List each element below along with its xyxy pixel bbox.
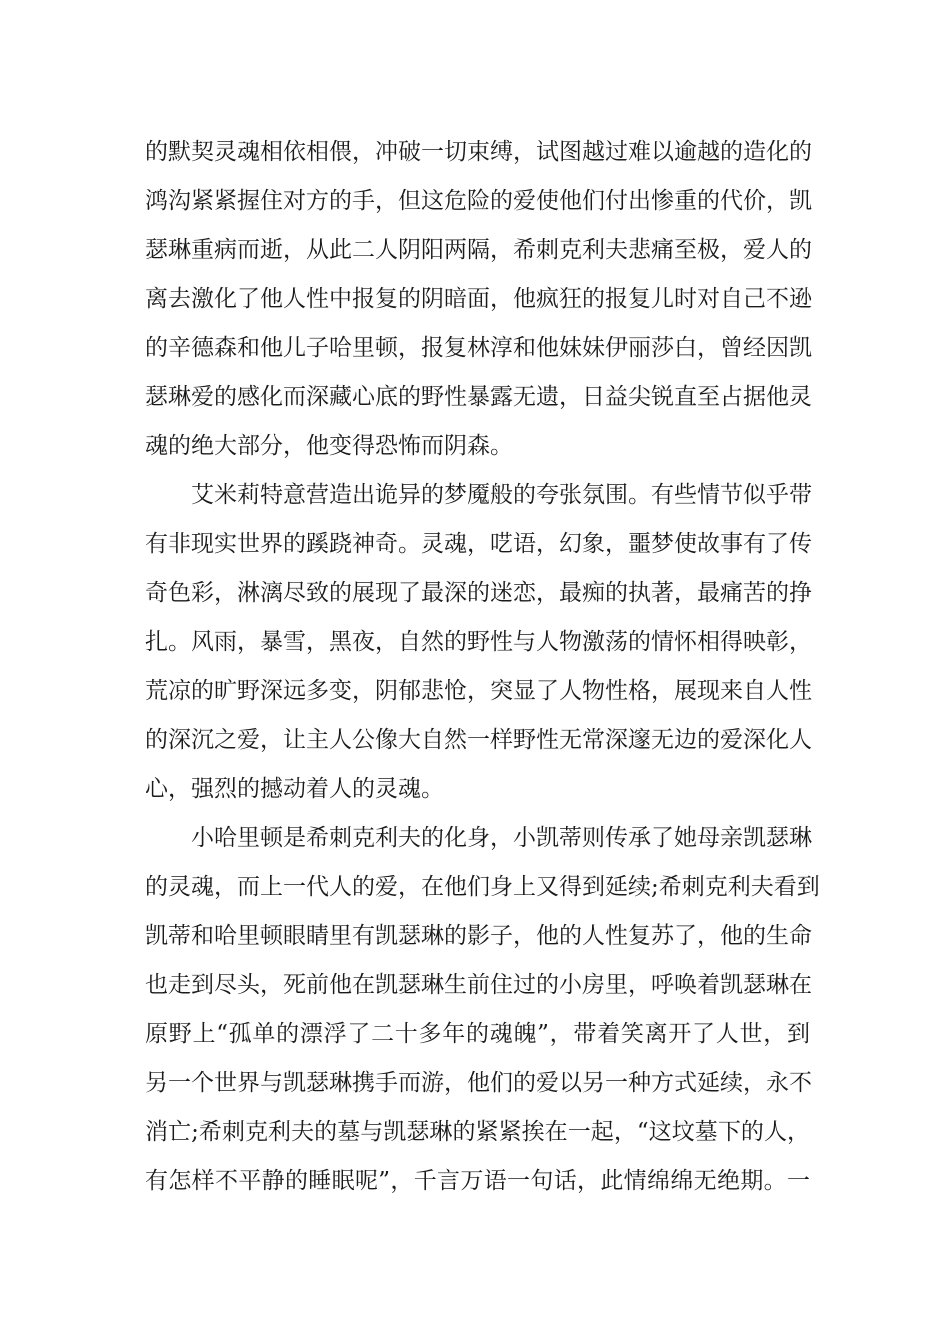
text-line: 也走到尽头，死前他在凯瑟琳生前住过的小房里，呼唤着凯瑟琳在 [145, 972, 812, 998]
text-line: 有怎样不平静的睡眠呢”，千言万语一句话，此情绵绵无绝期。一 [145, 1168, 810, 1194]
text-line: 原野上“孤单的漂浮了二十多年的魂魄”，带着笑离开了人世，到 [145, 1021, 810, 1047]
text-line: 的默契灵魂相依相偎，冲破一切束缚，试图越过难以逾越的造化的 [145, 139, 812, 165]
text-line: 的辛德森和他儿子哈里顿，报复林淳和他妹妹伊丽莎白，曾经因凯 [145, 335, 812, 361]
text-line: 另一个世界与凯瑟琳携手而游，他们的爱以另一种方式延续，永不 [145, 1070, 812, 1096]
paragraph-3 [145, 814, 820, 1206]
text-line: 有非现实世界的蹊跷神奇。灵魂，呓语，幻象，噩梦使故事有了传 [145, 531, 812, 557]
text-line: 瑟琳爱的感化而深藏心底的野性暴露无遗，日益尖锐直至占据他灵 [145, 384, 812, 410]
text-line: 消亡;希刺克利夫的墓与凯瑟琳的紧紧挨在一起，“这坟墓下的人， [145, 1119, 810, 1145]
paragraph-2 [145, 471, 810, 814]
text-line: 小哈里顿是希刺克利夫的化身，小凯蒂则传承了她母亲凯瑟琳 [191, 825, 812, 851]
paragraph-1 [145, 128, 810, 471]
text-line: 魂的绝大部分，他变得恐怖而阴森。 [145, 433, 513, 459]
text-line: 奇色彩，淋漓尽致的展现了最深的迷恋，最痴的执著，最痛苦的挣 [145, 580, 812, 606]
text-line: 扎。风雨，暴雪，黑夜，自然的野性与人物激荡的情怀相得映彰， [145, 629, 812, 655]
text-line: 离去激化了他人性中报复的阴暗面，他疯狂的报复儿时对自己不逊 [145, 286, 812, 312]
text-line: 瑟琳重病而逝，从此二人阴阳两隔，希刺克利夫悲痛至极，爱人的 [145, 237, 812, 263]
text-line: 的灵魂，而上一代人的爱，在他们身上又得到延续;希刺克利夫看到 [145, 874, 820, 900]
text-line: 艾米莉特意营造出诡异的梦魇般的夸张氛围。有些情节似乎带 [191, 482, 812, 508]
document-body [145, 128, 820, 1206]
text-line: 鸿沟紧紧握住对方的手，但这危险的爱使他们付出惨重的代价，凯 [145, 188, 812, 214]
text-line: 心，强烈的撼动着人的灵魂。 [145, 776, 444, 802]
text-line: 的深沉之爱，让主人公像大自然一样野性无常深邃无边的爱深化人 [145, 727, 812, 753]
text-line: 凯蒂和哈里顿眼睛里有凯瑟琳的影子，他的人性复苏了，他的生命 [145, 923, 812, 949]
text-line: 荒凉的旷野深远多变，阴郁悲怆，突显了人物性格，展现来自人性 [145, 678, 812, 704]
